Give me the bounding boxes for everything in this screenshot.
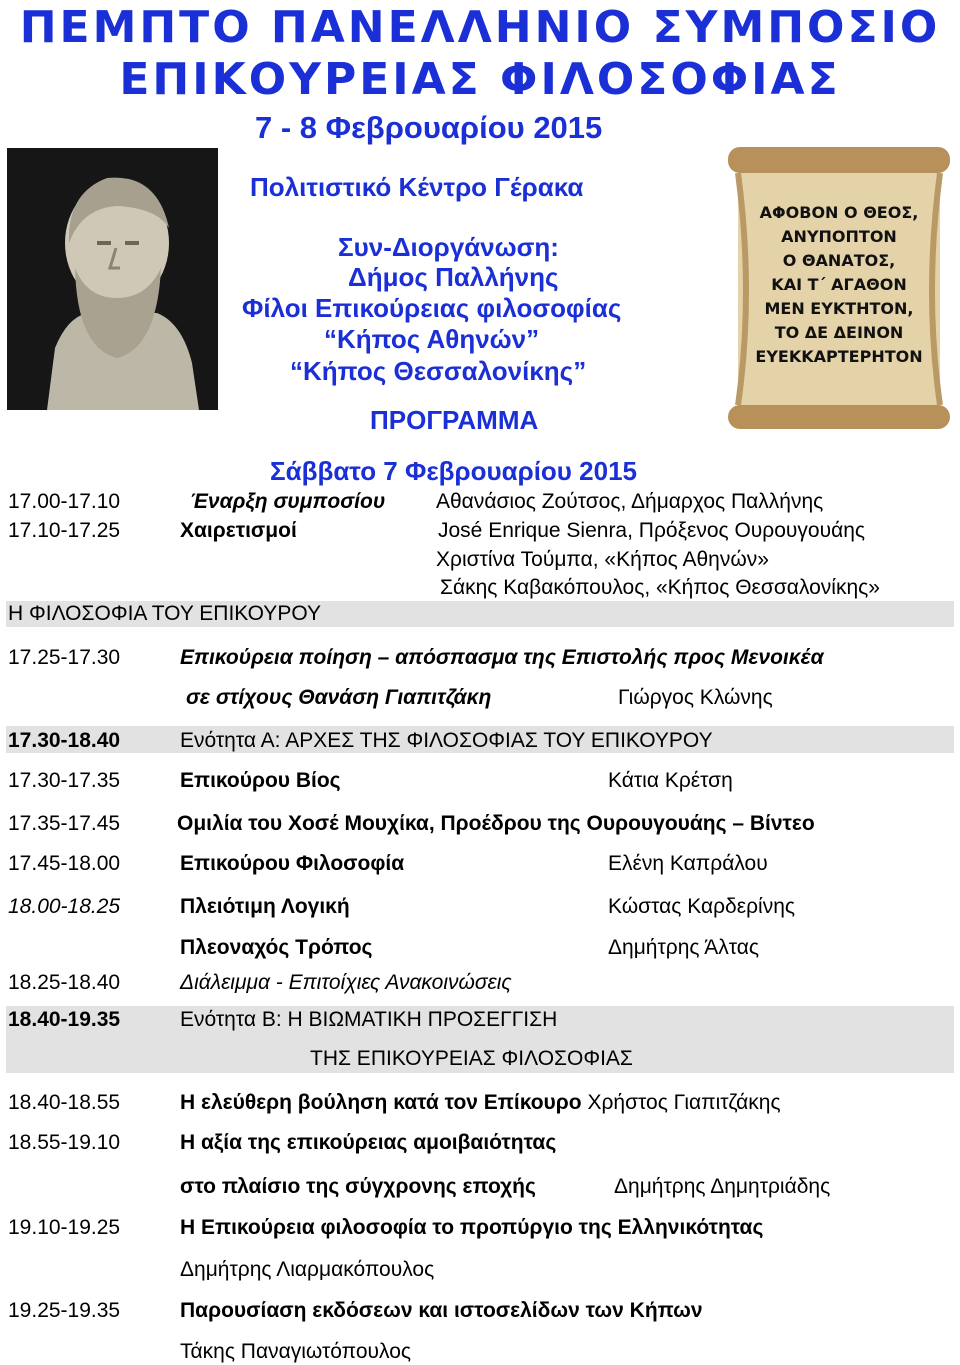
scroll-quote-line: ΤΟ ΔΕ ΔΕΙΝΟΝ [774, 323, 904, 342]
session-title-continued: σε στίχους Θανάση Γιαπιτζάκη [186, 686, 492, 709]
time-slot: 17.25-17.30 [8, 646, 121, 669]
session-title: Έναρξη συμποσίου [190, 490, 386, 513]
session-title: Επικούρου Φιλοσοφία [180, 852, 405, 875]
time-slot: 17.30-17.35 [8, 769, 121, 792]
speaker: Δημήτρης Λιαρμακόπουλος [180, 1258, 435, 1281]
speaker: Χρήστος Γιαπιτζάκης [587, 1091, 781, 1114]
speaker: Κώστας Καρδερίνης [608, 895, 796, 918]
session-title: Η αξία της επικούρειας αμοιβαιότητας [180, 1131, 557, 1154]
speaker: Κάτια Κρέτση [608, 769, 733, 792]
time-slot: 18.40-19.35 [8, 1008, 121, 1031]
organizer-friends: Φίλοι Επικούρειας φιλοσοφίας [242, 293, 622, 323]
section-heading: Ενότητα Β: Η ΒΙΩΜΑΤΙΚΗ ΠΡΟΣΕΓΓΙΣΗ [180, 1008, 558, 1031]
session-title: Ομιλία του Χοσέ Μουχίκα, Προέδρου της Ουρουγουάης – Βίντεο [177, 812, 815, 835]
session-title: Πλειότιμη Λογική [180, 895, 350, 918]
event-dates: 7 - 8 Φεβρουαρίου 2015 [255, 110, 603, 145]
co-organization-label: Συν-Διοργάνωση: [338, 232, 559, 262]
section-heading-continued: ΤΗΣ ΕΠΙΚΟΥΡΕΙΑΣ ΦΙΛΟΣΟΦΙΑΣ [310, 1047, 633, 1070]
day-heading: Σάββατο 7 Φεβρουαρίου 2015 [270, 456, 637, 486]
time-slot: 18.55-19.10 [8, 1131, 121, 1154]
time-slot: 17.30-18.40 [8, 729, 121, 752]
session-title: Παρουσίαση εκδόσεων και ιστοσελίδων των Κήπων [180, 1299, 703, 1322]
organizer-athens: “Κήπος Αθηνών” [324, 324, 540, 354]
symposium-title-line2: ΕΠΙΚΟΥΡΕΙΑΣ ΦΙΛΟΣΟΦΙΑΣ [119, 54, 841, 105]
section-heading: Ενότητα Α: ΑΡΧΕΣ ΤΗΣ ΦΙΛΟΣΟΦΙΑΣ ΤΟΥ ΕΠΙΚΟΥΡΟΥ [180, 729, 713, 752]
scroll-quote-line: ΕΥΕΚΚΑΡΤΕΡΗΤΟΝ [755, 347, 923, 366]
session-title: Επικούρεια ποίηση – απόσπασμα της Επιστολής προς Μενοικέα [180, 646, 824, 669]
session-entry [180, 1091, 781, 1115]
speaker: Ελένη Καπράλου [608, 852, 768, 875]
event-venue: Πολιτιστικό Κέντρο Γέρακα [250, 172, 584, 202]
speaker: José Enrique Sienra, Πρόξενος Ουρουγουάης [438, 519, 866, 542]
time-slot: 19.25-19.35 [8, 1299, 121, 1322]
scroll-quote-line: ΑΝΥΠΟΠΤΟΝ [781, 227, 897, 246]
break-title: Διάλειμμα - Επιτοίχιες Ανακοινώσεις [180, 971, 512, 994]
organizer-municipality: Δήμος Παλλήνης [348, 262, 559, 292]
scroll-quote-line: Ο ΘΑΝΑΤΟΣ, [782, 251, 896, 270]
scroll-quote [724, 201, 954, 369]
speaker: Δημήτρης Δημητριάδης [614, 1175, 831, 1198]
epicurus-bust-image [7, 148, 218, 410]
time-slot: 17.00-17.10 [8, 490, 121, 513]
session-title-continued: στο πλαίσιο της σύγχρονης εποχής [180, 1175, 536, 1198]
time-slot: 18.25-18.40 [8, 971, 121, 994]
time-slot: 19.10-19.25 [8, 1216, 121, 1239]
scroll-quote-line: ΚΑΙ Τ΄ ΑΓΑΘΟΝ [771, 275, 907, 294]
section-heading: Η ΦΙΛΟΣΟΦΙΑ ΤΟΥ ΕΠΙΚΟΥΡΟΥ [8, 602, 321, 625]
session-title: Η ελεύθερη βούληση κατά τον Επίκουρο [180, 1091, 582, 1114]
time-slot: 18.00-18.25 [8, 895, 121, 918]
time-slot: 17.10-17.25 [8, 519, 121, 542]
time-slot: 18.40-18.55 [8, 1091, 121, 1114]
speaker: Αθανάσιος Ζούτσος, Δήμαρχος Παλλήνης [436, 490, 824, 513]
session-title: Χαιρετισμοί [180, 519, 297, 542]
symposium-title-line1: ΠΕΜΠΤΟ ΠΑΝΕΛΛΗΝΙΟ ΣΥΜΠΟΣΙΟ [19, 2, 941, 53]
session-title: Επικούρου Βίος [180, 769, 341, 792]
organizer-thessaloniki: “Κήπος Θεσσαλονίκης” [290, 356, 587, 386]
speaker: Γιώργος Κλώνης [618, 686, 773, 709]
time-slot: 17.45-18.00 [8, 852, 121, 875]
scroll-quote-line: ΜΕΝ ΕΥΚΤΗΤΟΝ, [764, 299, 914, 318]
speaker: Τάκης Παναγιωτόπουλος [180, 1340, 412, 1363]
session-title: Η Επικούρεια φιλοσοφία το προπύργιο της Ελληνικότητας [180, 1216, 764, 1239]
time-slot: 17.35-17.45 [8, 812, 121, 835]
speaker: Χριστίνα Τούμπα, «Κήπος Αθηνών» [436, 548, 769, 571]
scroll-quote-line: ΑΦΟΒΟΝ Ο ΘΕΟΣ, [759, 203, 919, 222]
parchment-scroll-image [724, 143, 954, 433]
session-title: Πλεοναχός Τρόπος [180, 936, 373, 959]
program-heading: ΠΡΟΓΡΑΜΜΑ [370, 405, 539, 435]
speaker: Δημήτρης Άλτας [608, 936, 759, 959]
speaker: Σάκης Καβακόπουλος, «Κήπος Θεσσαλονίκης» [440, 576, 880, 599]
